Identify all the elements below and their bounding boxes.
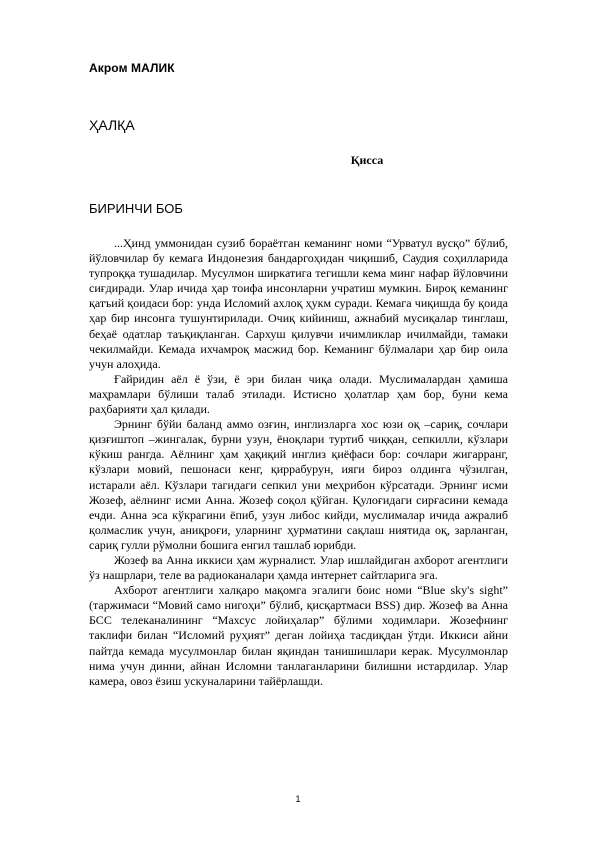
chapter-heading: БИРИНЧИ БОБ xyxy=(89,201,183,216)
paragraph: ...Ҳинд уммонидан сузиб бораётган кеманинг номи “Урватул вусқо” бўлиб, йўловчилар бу кемага Индонезия бандаргоҳидан чиқишиб, Саудия соҳилларида тупроққа тушадилар. Мусулмон ширкатига тегишли кема минг нафар йўловчини сиғдиради. Улар ичида ҳар тоифа инсонларни учратиш мумкин. Бироқ кеманинг қатъий қоидаси бор: унда Исломий ахлоқ ҳукм суради. Кемага чиқишда бу қоида ҳар бир инсонга тушунтирилади. Очиқ кийиниш, ажнабий мусиқалар тинглаш, беҳаё одатлар таъқиқланган. Сархуш қилувчи ичимликлар ичилмайди, тамаки чекилмайди. Кемада ихчамроқ масжид бор. Кеманинг бўлмалари ҳар бир оила учун алоҳида. xyxy=(89,236,508,371)
page-number: 1 xyxy=(295,794,301,804)
genre-subtitle: Қисса xyxy=(350,153,384,167)
body-text xyxy=(89,236,508,689)
paragraph: Жозеф ва Анна иккиси ҳам журналист. Улар ишлайдиган ахборот агентлиги ўз нашрлари, теле ва радиоканалари ҳамда интернет сайтларига эга. xyxy=(89,552,508,583)
paragraph: Ахборот агентлиги халқаро мақомга эгалиги боис номи “Blue sky's sight” (таржимаси “Мовий само нигоҳи” бўлиб, қисқартмаси BSS) дир. Жозеф ва Анна БСС телеканалининг “Махсус лойиҳалар” бўлими ходимлари. Жозефнинг таклифи билан “Исломий руҳият” деган лойиҳа тасдиқдан ўтди. Иккиси айни пайтда кемада мусулмонлар билан яқиндан танишишлари керак. Мусулмонлар нима учун динни, айнан Исломни танлаганларини билишни истардилар. Улар камера, овоз ёзиш ускуналарини тайёрлашди. xyxy=(89,583,508,688)
paragraph: Ғайридин аёл ё ўзи, ё эри билан чиқа олади. Муслималардан ҳамиша маҳрамлари бўлиши талаб этилади. Истисно ҳолатлар ҳам бор, буни кема раҳбарияти ҳал қилади. xyxy=(89,371,508,417)
author-name: Акром МАЛИК xyxy=(89,61,175,75)
paragraph: Эрнинг бўйи баланд аммо озғин, инглизларга хос юзи оқ –сариқ, сочлари қизғиштоп –жингалак, бурни узун, ёноқлари туртиб чиққан, сепкилли, кўзлари кўкиш рангда. Аёлнинг ҳам ҳақиқий инглиз қиёфаси бор: сочлари жигарранг, кўзлари мовий, пешонаси кенг, қиррабурун, ияги бироз олдинга чўзилган, истарали аёл. Кўзлари тагидаги сепкил уни меҳрибон кўрсатади. Эрнинг исми Жозеф, аёлнинг исми Анна. Жозеф соқол қўйган. Қулоғидаги сирғасини кемада ечди. Анна эса кўкрагини ёпиб, узун либос кийди, муслималар ичида ажралиб қолмаслик учун, аниқроғи, уларнинг ҳурматини сақлаш ниятида оқ, зарланган, сариқ гулли рўмолни бошига енгил ташлаб юрибди. xyxy=(89,417,508,552)
story-title: ҲАЛҚА xyxy=(89,117,135,133)
